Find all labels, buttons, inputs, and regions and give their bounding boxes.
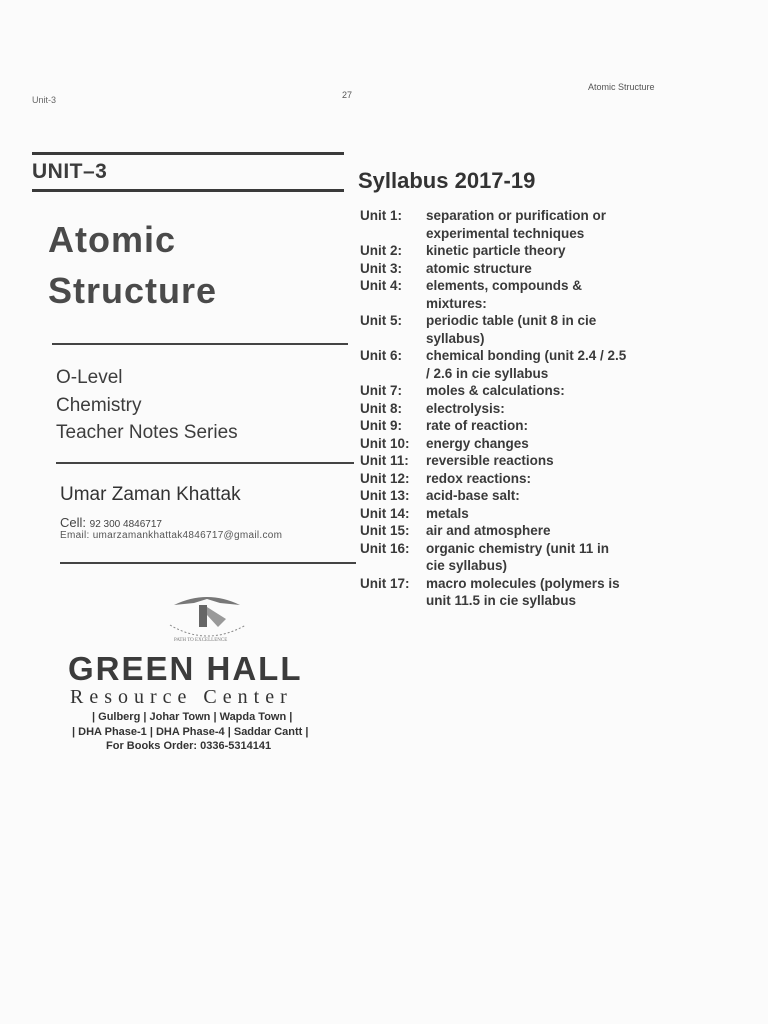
syllabus-unit-number: Unit 9: [360, 418, 402, 433]
syllabus-unit-number [360, 365, 426, 383]
syllabus-unit-number: Unit 4: [360, 278, 402, 293]
syllabus-unit-number: Unit 6: [360, 348, 402, 363]
syllabus-row [360, 400, 750, 418]
syllabus-list [360, 207, 750, 610]
author-name: Umar Zaman Khattak [60, 484, 241, 505]
syllabus-unit-number: Unit 15: [360, 523, 410, 538]
syllabus-unit-topic: metals [426, 505, 469, 521]
syllabus-row [360, 382, 750, 400]
syllabus-unit-number [360, 592, 426, 610]
syllabus-unit-topic: energy changes [426, 435, 529, 451]
syllabus-unit-topic: experimental techniques [426, 225, 585, 241]
green-hall-emblem-icon [160, 585, 255, 645]
syllabus-unit-topic: unit 11.5 in cie syllabus [426, 593, 577, 608]
syllabus-unit-topic: redox reactions: [426, 470, 532, 486]
syllabus-unit-number [360, 225, 426, 243]
syllabus-row [360, 207, 750, 225]
syllabus-unit-number: Unit 10: [360, 435, 410, 451]
syllabus-unit-topic: atomic structure [426, 260, 532, 276]
syllabus-unit-topic: organic chemistry (unit 11 in [426, 540, 610, 556]
syllabus-unit-topic: acid-base salt: [426, 488, 520, 503]
syllabus-row [360, 575, 750, 593]
syllabus-unit-topic: kinetic particle theory [426, 243, 566, 258]
branches-line-1: | Gulberg | Johar Town | Wapda Town | [92, 711, 293, 723]
email-address: umarzamankhattak4846717@gmail.com [92, 530, 283, 541]
page-number: 27 [342, 90, 353, 100]
title-line-2: Structure [48, 270, 218, 311]
syllabus-row [360, 312, 750, 330]
syllabus-row [360, 452, 750, 470]
syllabus-unit-number: Unit 3: [360, 260, 402, 276]
syllabus-row [360, 540, 750, 558]
divider-under-unit [32, 189, 344, 192]
syllabus-row [360, 557, 750, 575]
divider-under-author [60, 562, 356, 564]
syllabus-row [360, 505, 750, 523]
syllabus-unit-number [360, 295, 426, 313]
cell-label: Cell: [60, 515, 87, 530]
syllabus-unit-topic: reversible reactions [426, 453, 554, 468]
syllabus-unit-number: Unit 13: [360, 488, 410, 503]
running-header-right: Atomic Structure [588, 82, 655, 92]
syllabus-row [360, 470, 750, 488]
syllabus-row [360, 295, 750, 313]
syllabus-unit-topic: electrolysis: [426, 400, 505, 416]
cell-line [60, 515, 162, 530]
email-label: Email: [60, 530, 90, 541]
syllabus-unit-number [360, 557, 426, 575]
syllabus-unit-topic: separation or purification or [426, 208, 607, 223]
syllabus-unit-topic: periodic table (unit 8 in cie [426, 313, 597, 328]
running-header-left: Unit-3 [32, 95, 57, 105]
syllabus-unit-number: Unit 14: [360, 505, 410, 521]
syllabus-row [360, 260, 750, 278]
title-line-1: Atomic [48, 219, 177, 260]
syllabus-row [360, 225, 750, 243]
syllabus-row [360, 365, 750, 383]
logo-motto: PATH TO EXCELLENCE [174, 638, 228, 643]
unit-label: UNIT–3 [32, 160, 108, 183]
syllabus-unit-topic: elements, compounds & [426, 278, 583, 293]
syllabus-unit-number: Unit 16: [360, 540, 410, 556]
syllabus-unit-number: Unit 8: [360, 400, 402, 416]
syllabus-unit-number: Unit 5: [360, 313, 402, 328]
syllabus-unit-topic: cie syllabus) [426, 558, 508, 573]
series-name: Teacher Notes Series [56, 422, 238, 443]
books-order-line: For Books Order: 0336-5314141 [106, 740, 272, 752]
syllabus-row [360, 522, 750, 540]
syllabus-row [360, 417, 750, 435]
syllabus-unit-number: Unit 12: [360, 470, 410, 486]
publisher-name: GREEN HALL [68, 650, 303, 687]
divider-top [32, 152, 344, 155]
syllabus-unit-number: Unit 17: [360, 575, 410, 591]
syllabus-row [360, 487, 750, 505]
cell-number: 92 300 4846717 [89, 519, 162, 530]
publisher-subtitle: Resource Center [70, 686, 293, 708]
syllabus-row [360, 592, 750, 610]
branches-line-2: | DHA Phase-1 | DHA Phase-4 | Saddar Cantt | [72, 726, 309, 738]
syllabus-unit-topic: moles & calculations: [426, 383, 565, 398]
syllabus-row [360, 435, 750, 453]
syllabus-title: Syllabus 2017-19 [358, 168, 536, 193]
syllabus-row [360, 330, 750, 348]
syllabus-unit-topic: air and atmosphere [426, 523, 551, 538]
syllabus-unit-topic: syllabus) [426, 330, 485, 346]
syllabus-unit-number: Unit 11: [360, 453, 409, 468]
syllabus-unit-number: Unit 7: [360, 383, 402, 398]
syllabus-unit-number: Unit 1: [360, 208, 402, 223]
email-line [60, 530, 282, 541]
syllabus-unit-number: Unit 2: [360, 243, 402, 258]
syllabus-unit-topic: chemical bonding (unit 2.4 / 2.5 [426, 348, 627, 363]
divider-under-series [56, 462, 354, 464]
syllabus-unit-number [360, 330, 426, 348]
syllabus-unit-topic: rate of reaction: [426, 418, 529, 433]
syllabus-row [360, 347, 750, 365]
syllabus-unit-topic: macro molecules (polymers is [426, 575, 620, 591]
syllabus-unit-topic: mixtures: [426, 295, 487, 311]
series-subject: Chemistry [56, 395, 142, 416]
series-level: O-Level [56, 367, 123, 388]
divider-under-title [52, 343, 348, 345]
syllabus-row [360, 277, 750, 295]
syllabus-unit-topic: / 2.6 in cie syllabus [426, 365, 549, 381]
syllabus-row [360, 242, 750, 260]
